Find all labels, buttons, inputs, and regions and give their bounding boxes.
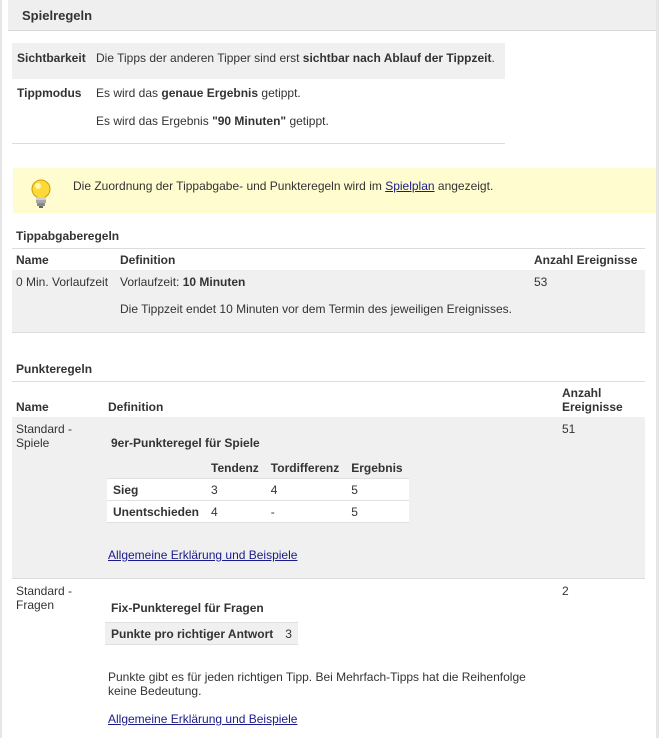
punkte-header (12, 381, 645, 418)
punkte-title: Punkteregeln (16, 362, 93, 376)
points-matrix (107, 457, 409, 523)
matrix-cell: - (265, 501, 345, 523)
matrix-cell: 5 (345, 501, 408, 523)
rule-count: 2 (562, 584, 569, 598)
left-edge (0, 0, 2, 738)
col-count-line2: Ereignisse (562, 400, 623, 414)
col-definition: Definition (108, 400, 164, 414)
matrix-corner (107, 457, 205, 479)
rules-table (12, 43, 505, 144)
rule-name-line1: Standard - (16, 422, 73, 436)
explanation-link[interactable]: Allgemeine Erklärung und Beispiele (108, 548, 298, 562)
tippabgabe-row (12, 270, 645, 333)
matrix-row (107, 501, 409, 523)
matrix-row (107, 479, 409, 501)
points-table (105, 622, 298, 645)
mode-label: Tippmodus (17, 86, 82, 100)
matrix-cell: 4 (205, 501, 265, 523)
page-title: Spielregeln (22, 8, 93, 23)
rule-title: Fix-Punkteregel für Fragen (111, 601, 264, 615)
rule-lead-time: Vorlaufzeit: 10 Minuten (120, 275, 246, 289)
rule-name-line2: Fragen (16, 598, 55, 612)
col-count: Anzahl Ereignisse (534, 253, 638, 267)
matrix-cell: 5 (345, 479, 408, 501)
info-box (13, 168, 656, 213)
points-label: Punkte pro richtiger Antwort (105, 623, 279, 645)
tippabgabe-header (12, 248, 645, 271)
info-text: Die Zuordnung der Tippabgabe- und Punkteregeln wird im Spielplan angezeigt. (73, 179, 494, 193)
rule-name-line1: Standard - (16, 584, 73, 598)
explanation-link[interactable]: Allgemeine Erklärung und Beispiele (108, 712, 298, 726)
punkte-row-fragen (12, 579, 645, 738)
visibility-row (12, 43, 505, 79)
points-value: 3 (279, 623, 298, 645)
mode-row (12, 79, 505, 144)
rule-name: 0 Min. Vorlaufzeit (16, 275, 109, 289)
rule-description-line1: Punkte gibt es für jeden richtigen Tipp. Bei Mehrfach-Tipps hat die Reihenfolge (108, 670, 526, 684)
matrix-cell: 4 (265, 479, 345, 501)
matrix-cell: 3 (205, 479, 265, 501)
matrix-header-tendenz: Tendenz (205, 457, 265, 479)
punkte-row-spiele (12, 417, 645, 579)
matrix-header-ergebnis: Ergebnis (345, 457, 408, 479)
col-count-line1: Anzahl (562, 386, 602, 400)
col-definition: Definition (120, 253, 176, 267)
col-name: Name (16, 400, 49, 414)
mode-text: Es wird das genaue Ergebnis getippt. Es wird das Ergebnis "90 Minuten" getippt. (96, 86, 329, 128)
visibility-text: Die Tipps der anderen Tipper sind erst sichtbar nach Ablauf der Tippzeit. (96, 51, 495, 65)
col-name: Name (16, 253, 49, 267)
lightbulb-icon (29, 178, 53, 210)
matrix-row-label: Unentschieden (107, 501, 205, 523)
rule-description-line2: keine Bedeutung. (108, 684, 202, 698)
matrix-header-tordifferenz: Tordifferenz (265, 457, 345, 479)
rule-name-line2: Spiele (16, 436, 50, 450)
rule-count: 53 (534, 275, 548, 289)
rule-description: Die Tippzeit endet 10 Minuten vor dem Termin des jeweiligen Ereignisses. (120, 302, 512, 316)
rule-count: 51 (562, 422, 576, 436)
tippabgabe-title: Tippabgaberegeln (16, 229, 120, 243)
matrix-row-label: Sieg (107, 479, 205, 501)
schedule-link[interactable]: Spielplan (385, 179, 435, 193)
rule-title: 9er-Punkteregel für Spiele (111, 436, 260, 450)
visibility-label: Sichtbarkeit (17, 51, 86, 65)
section-header (8, 0, 656, 31)
